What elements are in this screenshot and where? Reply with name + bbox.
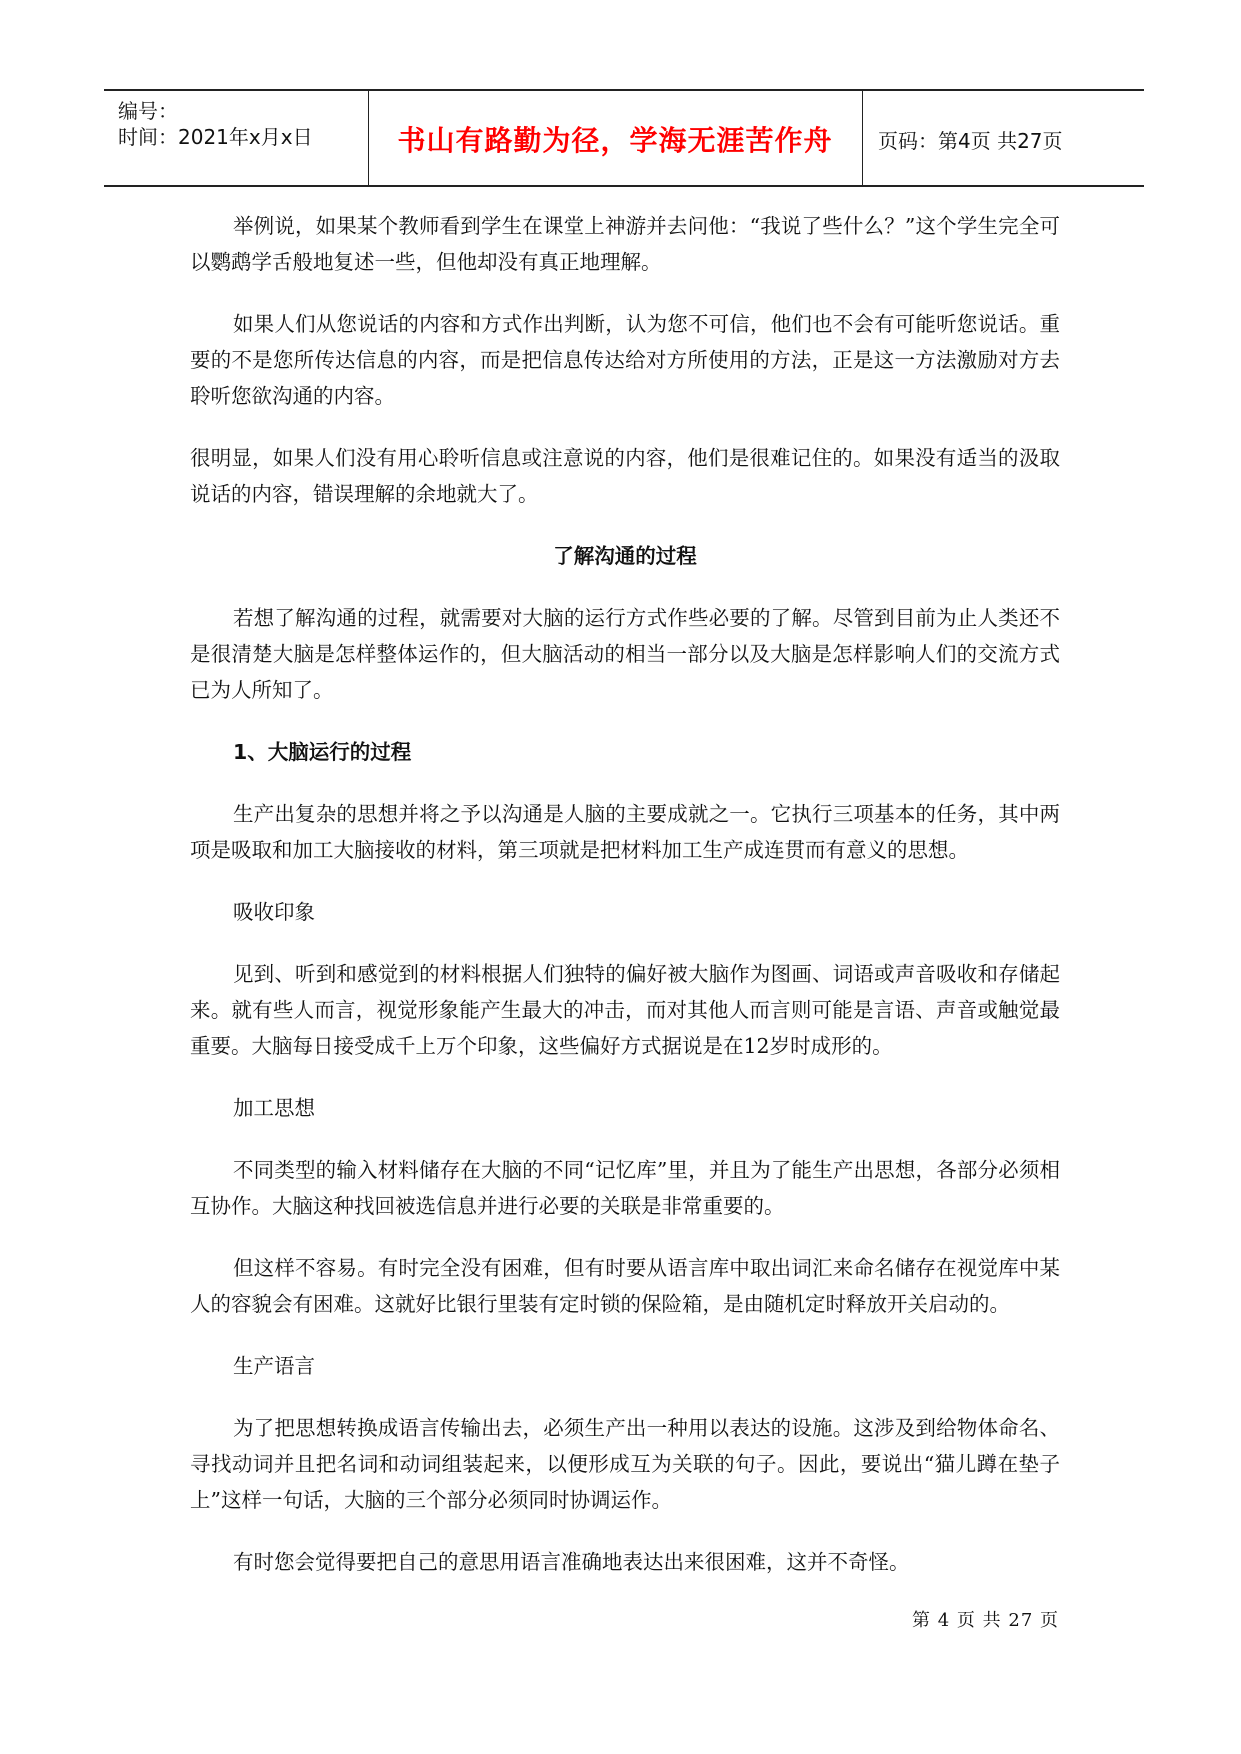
- subheading: 吸收印象: [233, 900, 315, 924]
- header-info-cell: [104, 91, 369, 185]
- time-label: 时间：2021年x月x日: [118, 125, 313, 149]
- paragraph: 但这样不容易。有时完全没有困难，但有时要从语言库中取出词汇来命名储存在视觉库中某人的容貌会有困难。这就好比银行里装有定时锁的保险箱，是由随机定时释放开关启动的。: [190, 1256, 1060, 1316]
- document-body: [190, 208, 1060, 1580]
- header-motto: 书山有路勤为径，学海无涯苦作舟: [397, 124, 833, 157]
- paragraph: 很明显，如果人们没有用心聆听信息或注意说的内容，他们是很难记住的。如果没有适当的汲取说话的内容，错误理解的余地就大了。: [190, 446, 1060, 506]
- paragraph: 为了把思想转换成语言传输出去，必须生产出一种用以表达的设施。这涉及到给物体命名、寻找动词并且把名词和动词组装起来，以便形成互为关联的句子。因此，要说出“猫儿蹲在垫子上”这样一句话，大脑的三个部分必须同时协调运作。: [190, 1416, 1060, 1512]
- page-footer: 第 4 页 共 27 页: [912, 1610, 1059, 1631]
- paragraph: 举例说，如果某个教师看到学生在课堂上神游并去问他：“我说了些什么？”这个学生完全可以鹦鹉学舌般地复述一些，但他却没有真正地理解。: [190, 214, 1060, 274]
- paragraph: 有时您会觉得要把自己的意思用语言准确地表达出来很困难，这并不奇怪。: [233, 1550, 910, 1574]
- paragraph: 若想了解沟通的过程，就需要对大脑的运行方式作些必要的了解。尽管到目前为止人类还不是很清楚大脑是怎样整体运作的，但大脑活动的相当一部分以及大脑是怎样影响人们的交流方式已为人所知了。: [190, 606, 1060, 702]
- section-title: 了解沟通的过程: [553, 544, 697, 568]
- header-page-label: 页码：第4页 共27页: [878, 129, 1063, 153]
- subheading: 加工思想: [233, 1096, 315, 1120]
- subheading: 生产语言: [233, 1354, 315, 1378]
- serial-label: 编号：: [118, 99, 178, 123]
- paragraph: 不同类型的输入材料储存在大脑的不同“记忆库”里，并且为了能生产出思想，各部分必须相互协作。大脑这种找回被选信息并进行必要的关联是非常重要的。: [190, 1158, 1060, 1218]
- page-header: [104, 89, 1144, 187]
- paragraph: 见到、听到和感觉到的材料根据人们独特的偏好被大脑作为图画、词语或声音吸收和存储起来。就有些人而言，视觉形象能产生最大的冲击，而对其他人而言则可能是言语、声音或触觉最重要。大脑每日接受成千上万个印象，这些偏好方式据说是在12岁时成形的。: [190, 962, 1060, 1058]
- paragraph: 生产出复杂的思想并将之予以沟通是人脑的主要成就之一。它执行三项基本的任务，其中两项是吸取和加工大脑接收的材料，第三项就是把材料加工生产成连贯而有意义的思想。: [190, 802, 1060, 862]
- header-page-cell: [862, 91, 1144, 185]
- paragraph: 如果人们从您说话的内容和方式作出判断，认为您不可信，他们也不会有可能听您说话。重要的不是您所传达信息的内容，而是把信息传达给对方所使用的方法，正是这一方法激励对方去聆听您欲沟通的内容。: [190, 312, 1060, 408]
- header-motto-cell: [368, 91, 863, 185]
- subsection-title: 1、大脑运行的过程: [233, 740, 412, 764]
